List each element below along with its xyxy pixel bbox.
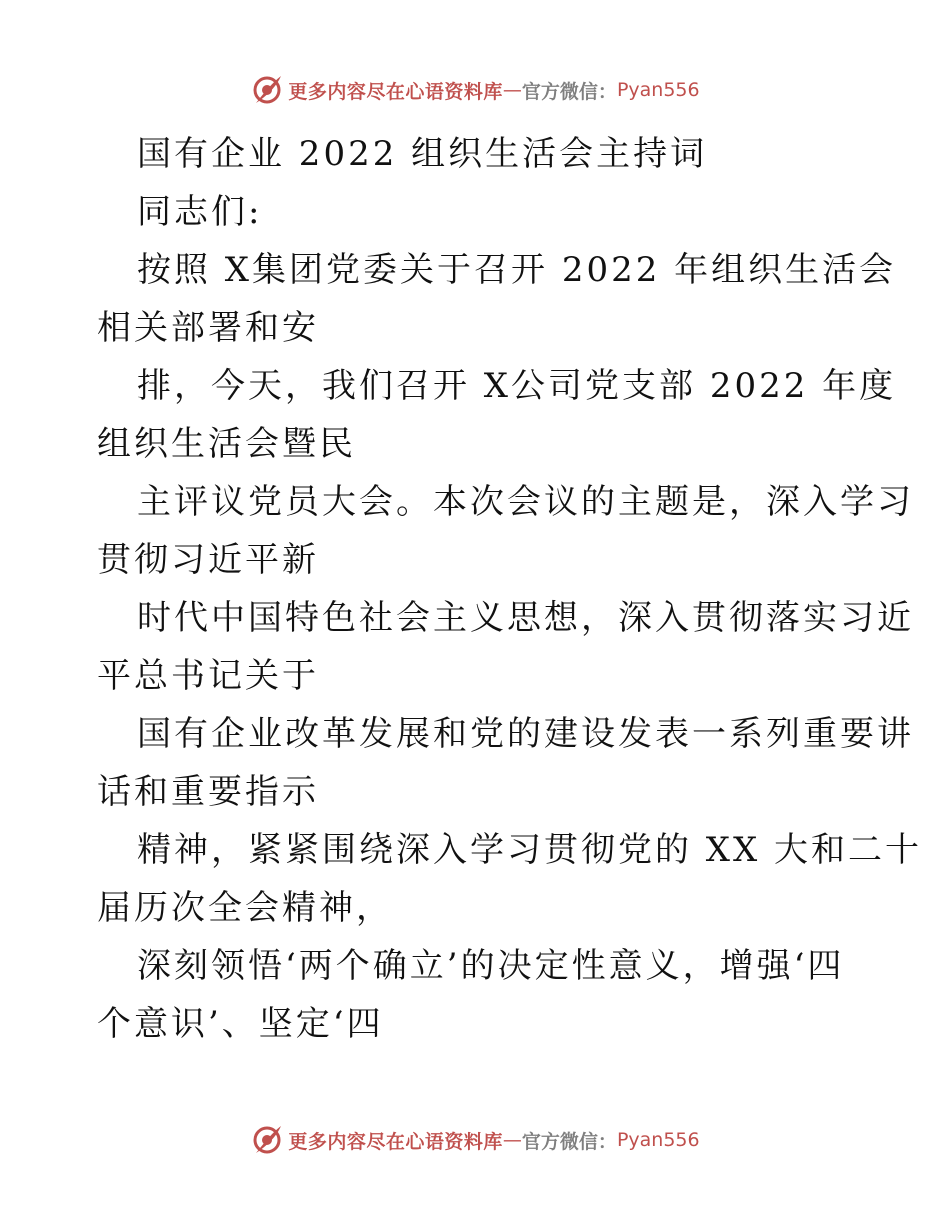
text-line: 按照 X集团党委关于召开 2022 年组织生活会	[137, 250, 897, 290]
text-line: 个意识’、坚定‘四	[97, 1004, 384, 1044]
watermark-main-text: 更多内容尽在心语资料库	[288, 80, 503, 103]
text-line: 国有企业改革发展和党的建设发表一系列重要讲	[137, 714, 914, 754]
text-line: 深刻领悟‘两个确立’的决定性意义，增强‘四	[137, 946, 845, 986]
header-watermark	[0, 70, 950, 110]
text-line: 排，今天，我们召开 X公司党支部 2022 年度	[137, 366, 897, 406]
text-line: 同志们:	[137, 192, 263, 232]
watermark-dash: —	[502, 1129, 522, 1151]
quill-logo-icon	[250, 73, 284, 107]
document-body	[97, 125, 923, 1053]
watermark-label: 官方微信：	[521, 80, 617, 103]
watermark-dash: —	[502, 79, 522, 101]
footer-watermark	[0, 1120, 950, 1160]
watermark-main-text: 更多内容尽在心语资料库	[288, 1130, 503, 1153]
text-line: 精神，紧紧围绕深入学习贯彻党的 XX 大和二十	[137, 830, 923, 870]
text-line: 话和重要指示	[97, 772, 319, 812]
quill-logo-icon	[250, 1123, 284, 1157]
document-title-line: 国有企业 2022 组织生活会主持词	[137, 134, 708, 174]
text-line: 主评议党员大会。本次会议的主题是，深入学习	[137, 482, 914, 522]
watermark-wechat-id: Pyan556	[616, 1129, 700, 1151]
watermark-label: 官方微信：	[521, 1130, 617, 1153]
text-line: 组织生活会暨民	[97, 424, 356, 464]
text-line: 时代中国特色社会主义思想，深入贯彻落实习近	[137, 598, 914, 638]
text-line: 相关部署和安	[97, 308, 319, 348]
text-line: 届历次全会精神，	[97, 888, 393, 928]
text-line: 贯彻习近平新	[97, 540, 319, 580]
watermark-wechat-id: Pyan556	[616, 79, 700, 101]
text-line: 平总书记关于	[97, 656, 319, 696]
